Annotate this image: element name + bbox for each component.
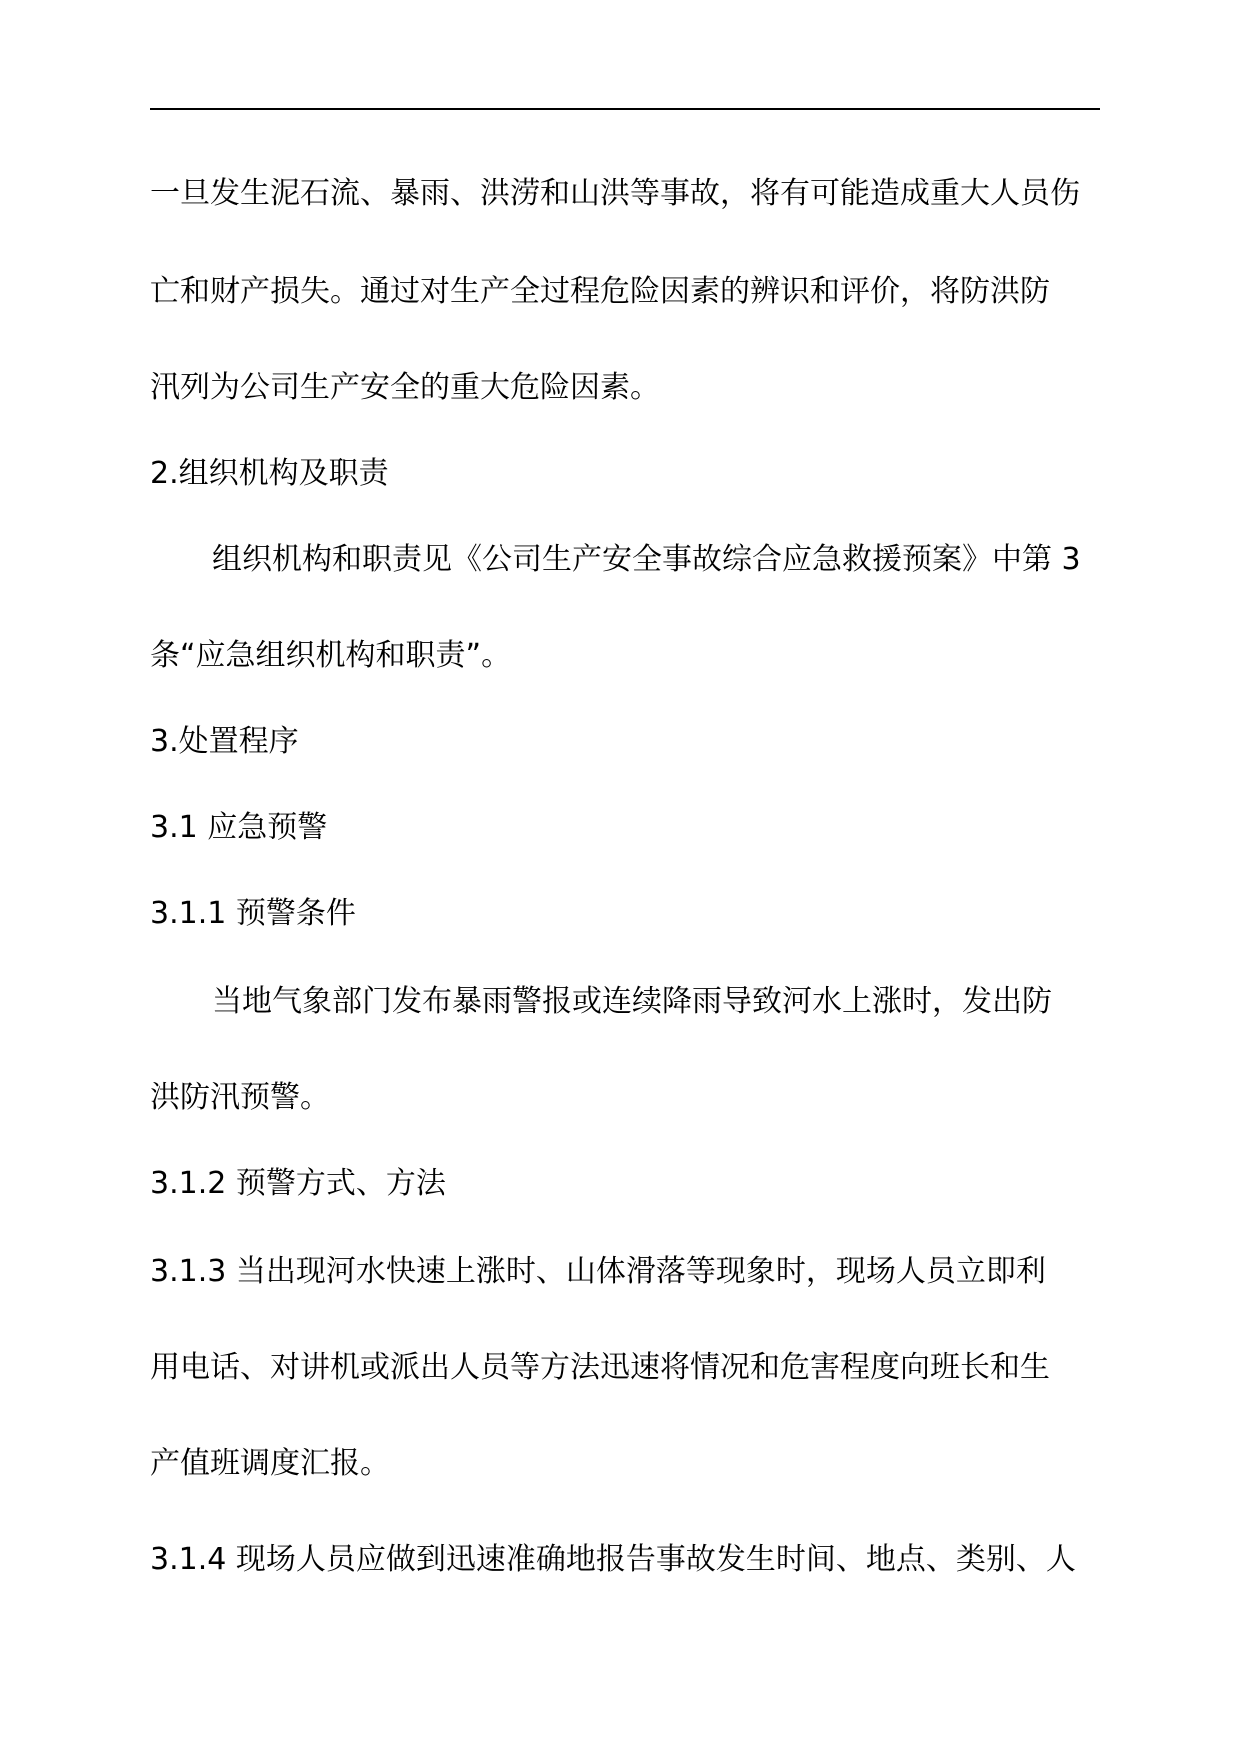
paragraph-line: 用电话、对讲机或派出人员等方法迅速将情况和危害程度向班长和生 bbox=[150, 1350, 1050, 1385]
subsection-heading: 3.1 应急预警 bbox=[150, 810, 328, 845]
paragraph-line: 一旦发生泥石流、暴雨、洪涝和山洪等事故，将有可能造成重大人员伤 bbox=[150, 176, 1080, 211]
paragraph-line: 亡和财产损失。通过对生产全过程危险因素的辨识和评价，将防洪防 bbox=[150, 274, 1050, 309]
section-heading: 2.组织机构及职责 bbox=[150, 456, 389, 491]
subsection-heading: 3.1.1 预警条件 bbox=[150, 896, 356, 931]
paragraph-line: 产值班调度汇报。 bbox=[150, 1446, 390, 1481]
paragraph-line: 3.1.3 当出现河水快速上涨时、山体滑落等现象时，现场人员立即利 bbox=[150, 1254, 1046, 1289]
paragraph-line: 组织机构和职责见《公司生产安全事故综合应急救援预案》中第 3 bbox=[212, 542, 1081, 577]
subsection-heading: 3.1.2 预警方式、方法 bbox=[150, 1166, 446, 1201]
paragraph-line: 汛列为公司生产安全的重大危险因素。 bbox=[150, 370, 660, 405]
header-rule bbox=[150, 108, 1100, 110]
paragraph-line: 洪防汛预警。 bbox=[150, 1080, 330, 1115]
paragraph-line: 当地气象部门发布暴雨警报或连续降雨导致河水上涨时，发出防 bbox=[212, 984, 1052, 1019]
paragraph-line: 条“应急组织机构和职责”。 bbox=[150, 638, 512, 673]
paragraph-line: 3.1.4 现场人员应做到迅速准确地报告事故发生时间、地点、类别、人 bbox=[150, 1542, 1076, 1577]
section-heading: 3.处置程序 bbox=[150, 724, 299, 759]
